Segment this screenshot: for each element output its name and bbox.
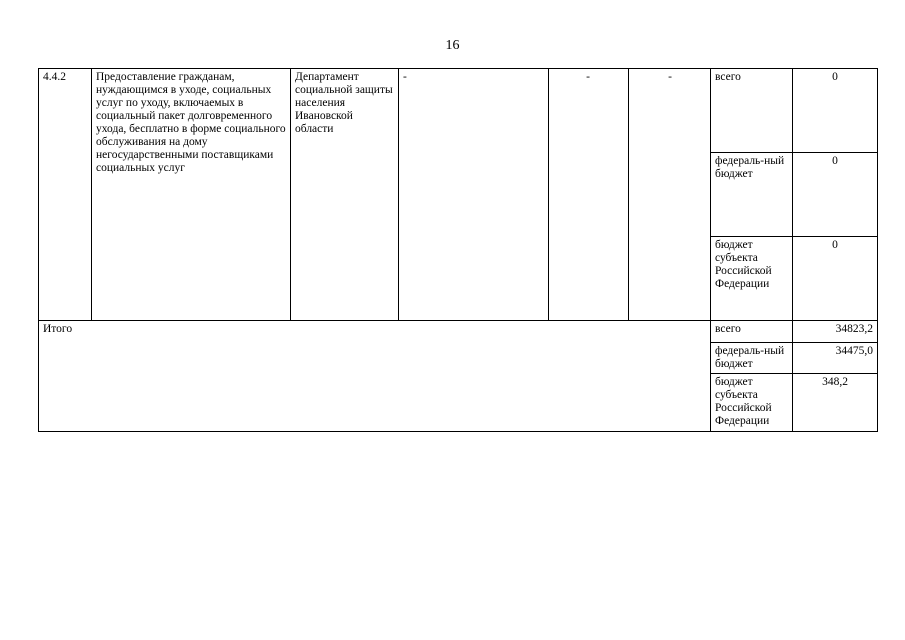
funding-label: бюджет субъекта Российской Федерации [711,374,793,432]
funding-label: всего [711,321,793,343]
funding-value: 34823,2 [793,321,878,343]
funding-table [38,68,878,432]
funding-value: 0 [793,237,878,321]
page-number: 16 [445,38,460,53]
funding-label: федераль-ный бюджет [711,343,793,374]
funding-value: 0 [793,153,878,237]
funding-label: бюджет субъекта Российской Федерации [711,237,793,321]
item-col5: - [549,69,629,321]
funding-value: 0 [793,69,878,153]
funding-label: федераль-ный бюджет [711,153,793,237]
funding-label: всего [711,69,793,153]
item-col4: - [399,69,549,321]
item-code: 4.4.2 [39,69,92,321]
table-row [39,321,878,343]
funding-value: 34475,0 [793,343,878,374]
table-row [39,69,878,153]
total-label: Итого [39,321,711,432]
item-executor: Департамент социальной защиты населения Ивановской области [291,69,399,321]
item-col6: - [629,69,711,321]
item-description: Предоставление гражданам, нуждающимся в уходе, социальных услуг по уходу, включаемых в социальный пакет долговременного ухода, бесплатно в форме социального обслуживания на дому негосударственными поставщиками социальных услуг [92,69,291,321]
funding-value: 348,2 [793,374,878,432]
